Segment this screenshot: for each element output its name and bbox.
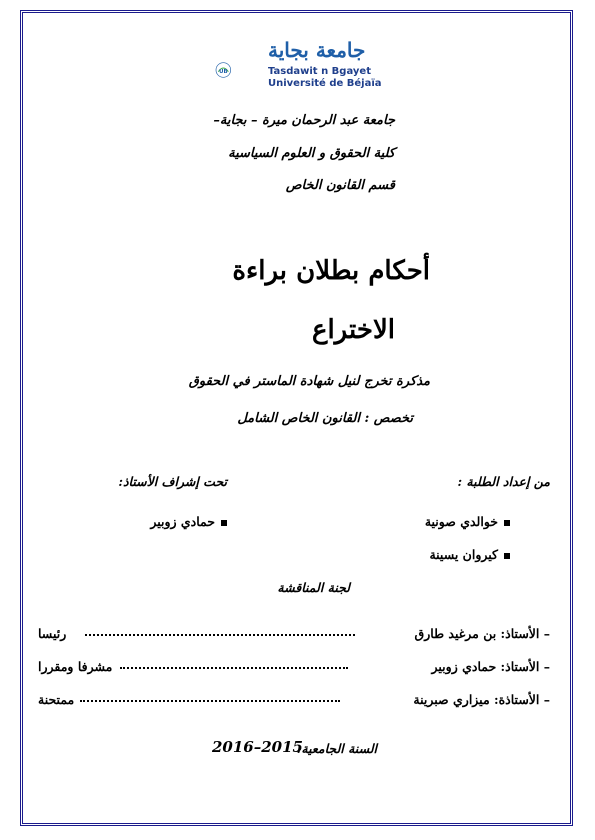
committee-member-1-role: رئيسا — [38, 626, 67, 641]
supervisor-name: حمادي زوبير — [150, 514, 227, 529]
student-name-1: خوالدي صونية — [425, 514, 510, 529]
bullet-icon — [504, 520, 510, 526]
university-logo-icon — [215, 45, 265, 95]
thesis-title-line2: الاختراع — [311, 315, 395, 345]
dotted-leader — [120, 667, 348, 669]
thesis-title-line1: أحكام بطلان براءة — [232, 256, 430, 286]
logo-arabic-text: جامعة بجاية — [268, 38, 366, 62]
students-label: من إعداد الطلبة : — [457, 474, 550, 489]
logo-line2: Université de Béjaïa — [268, 78, 382, 89]
bullet-icon — [504, 553, 510, 559]
dotted-leader — [85, 634, 355, 636]
committee-member-3-prefix: – الأستاذة: ميزاري صبرينة — [413, 692, 550, 707]
committee-member-2-prefix: – الأستاذ: حمادي زوبير — [431, 659, 550, 674]
committee-member-1-prefix: – الأستاذ: بن مرغيد طارق — [414, 626, 550, 641]
committee-member-2-role: مشرفا ومقررا — [38, 659, 113, 674]
committee-title: لجنة المناقشة — [277, 580, 350, 595]
academic-year-label: السنة الجامعية: — [296, 741, 377, 756]
academic-year-value: 2016–2015 — [212, 738, 303, 756]
thesis-subtitle: مذكرة تخرج لنيل شهادة الماستر في الحقوق — [188, 374, 430, 389]
student-name-2: كيروان يسينة — [429, 547, 510, 562]
specialization: تخصص : القانون الخاص الشامل — [237, 411, 413, 426]
university-name: جامعة عبد الرحمان ميرة – بجاية– — [213, 113, 395, 128]
logo-line1: Tasdawit n Bgayet — [268, 66, 371, 77]
supervisor-label: تحت إشراف الأستاذ: — [118, 474, 227, 489]
dotted-leader — [80, 700, 340, 702]
committee-member-3-role: ممتحنة — [38, 692, 75, 707]
svg-text:UB: UB — [219, 69, 228, 75]
faculty-name: كلية الحقوق و العلوم السياسية — [228, 146, 395, 161]
department-name: قسم القانون الخاص — [285, 178, 395, 193]
bullet-icon — [221, 520, 227, 526]
